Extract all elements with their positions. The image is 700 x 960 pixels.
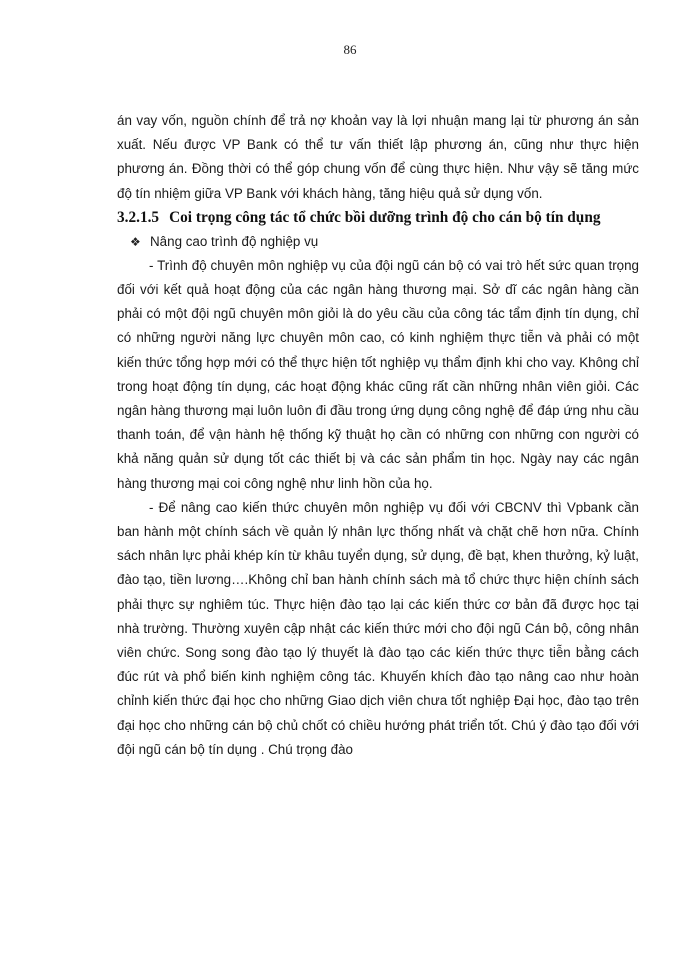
page-number: 86 xyxy=(343,42,357,57)
document-body xyxy=(117,109,639,762)
body-paragraph-2: - Để nâng cao kiến thức chuyên môn nghiệp vụ đối với CBCNV thì Vpbank cần ban hành một chính sách về quản lý nhân lực thống nhất và chặt chẽ hơn nữa. Chính sách nhân lực phải khép kín từ khâu tuyển dụng, sử dụng, đề bạt, khen thưởng, kỷ luật, đào tạo, tiền lương….Không chỉ ban hành chính sách mà tổ chức thực hiện chính sách phải thực sự nghiêm túc. Thực hiện đào tạo lại các kiến thức cơ bản đã được học tại nhà trường. Thường xuyên cập nhật các kiến thức mới cho đội ngũ Cán bộ, công nhân viên chức. Song song đào tạo lý thuyết là đào tạo các kiến thức thực tiễn bằng cách đúc rút và phổ biến kinh nghiệm công tác. Khuyến khích đào tạo nâng cao như hoàn chỉnh kiến thức đại học cho những Giao dịch viên chưa tốt nghiệp Đại học, đào tạo trên đại học cho những cán bộ chủ chốt có chiều hướng phát triển tốt. Chú ý đào tạo đối với đội ngũ cán bộ tín dụng . Chú trọng đào xyxy=(117,499,639,757)
bullet-item xyxy=(130,230,639,254)
section-title: Coi trọng công tác tổ chức bồi dưỡng trình độ cho cán bộ tín dụng xyxy=(169,208,601,226)
body-paragraph-1: - Trình độ chuyên môn nghiệp vụ của đội ngũ cán bộ có vai trò hết sức quan trọng đối với kết quả hoạt động của các ngân hàng thương mại. Sở dĩ các ngân hàng cần phải có một đội ngũ chuyên môn giỏi là do yêu cầu của công tác tẩm định tín dụng, chỉ có những người năng lực chuyên môn cao, có kinh nghiệm thực tiễn và phải có một kiến thức tổng hợp mới có thể thực hiện tốt nghiệp vụ thẩm định khi cho vay. Không chỉ trong hoạt động tín dụng, các hoạt động khác cũng rất cần những nhân viên giỏi. Các ngân hàng thương mại luôn luôn đi đầu trong ứng dụng công nghệ để đáp ứng nhu cầu thanh toán, để vận hành hệ thống kỹ thuật họ cần có những con những con người có khả năng quản sử dụng tốt các thiết bị và các sản phẩm tin học. Ngày nay các ngân hàng thương mại coi công nghệ như linh hồn của họ. xyxy=(117,257,639,491)
bullet-label: Nâng cao trình độ nghiệp vụ xyxy=(150,233,319,249)
intro-paragraph: án vay vốn, nguồn chính để trả nợ khoản vay là lợi nhuận mang lại từ phương án sản xuất. Nếu được VP Bank có thể tư vấn thiết lập phương án, cũng như thực hiện phương án. Đồng thời có thể góp chung vốn để cùng thực hiện. Như vậy sẽ tăng mức độ tín nhiệm giữa VP Bank với khách hàng, tăng hiệu quả sử dụng vốn. xyxy=(117,113,639,201)
section-number: 3.2.1.5 xyxy=(117,208,160,226)
diamond-star-icon: ❖ xyxy=(130,234,141,249)
section-heading xyxy=(117,206,639,230)
